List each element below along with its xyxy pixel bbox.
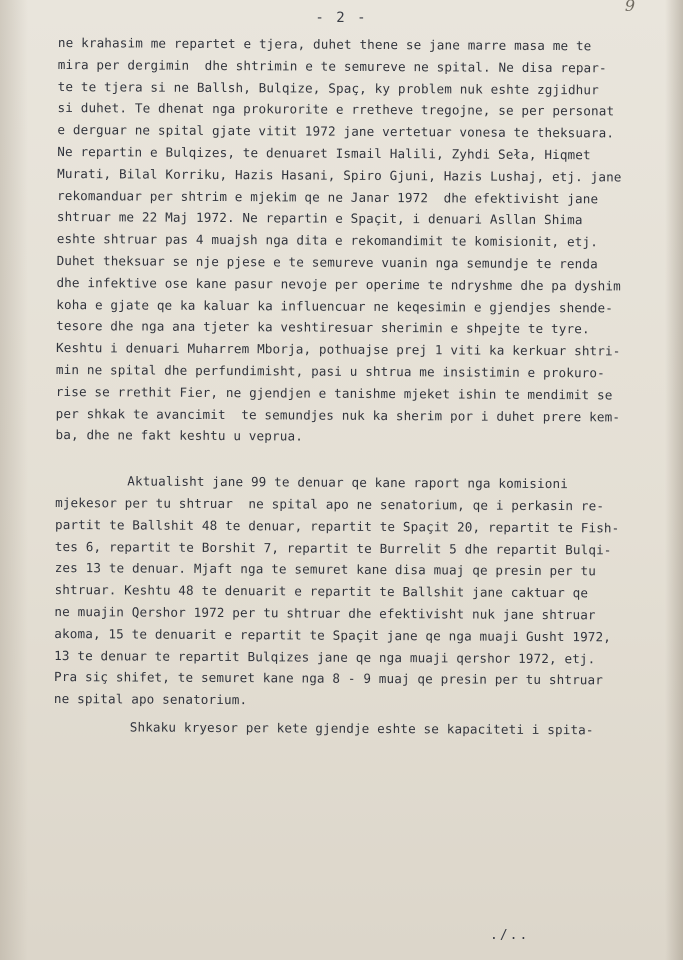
- text-line: 13 te denuar te repartit Bulqizes jane qe nga muaji qershor 1972, etj.: [54, 647, 596, 666]
- text-line: ba, dhe ne fakt keshtu u veprua.: [55, 427, 304, 444]
- text-line: ne krahasim me repartet e tjera, duhet thene se jane marre masa me te: [57, 34, 592, 54]
- page-number: - 2 -: [315, 10, 368, 26]
- text-line: rise se rrethit Fier, ne gjendjen e tanishme mjeket ishin te mendimit se: [55, 383, 613, 403]
- text-line: si duhet. Te dhenat nga prokurorite e rretheve tregojne, se per personat: [57, 100, 615, 119]
- continuation-mark: ./..: [490, 928, 530, 943]
- text-line: shtruar me 22 Maj 1972. Ne repartin e Spaçit, i denuari Asllan Shima: [56, 209, 583, 228]
- text-line: koha e gjate qe ka kaluar ka influencuar ne keqesimin e gjendjes shende-: [56, 296, 614, 315]
- text-line: ne spital apo senatorium.: [53, 691, 248, 708]
- text-line: rekomanduar per shtrim e mjekim qe ne Janar 1972 dhe efektivisht jane: [56, 187, 599, 206]
- text-line: Shkaku kryesor per kete gjendje eshte se kapaciteti i spita-: [129, 719, 594, 738]
- text-line: mira per dergimin dhe shtrimin e te semureve ne spital. Ne disa repar-: [57, 56, 607, 76]
- text-line: min ne spital dhe perfundimisht, pasi u shtrua me insistimin e prokuro-: [55, 361, 605, 381]
- text-line: tesore dhe nga ana tjeter ka veshtiresuar sherimin e shpejte te tyre.: [56, 318, 590, 337]
- text-line: te te tjera si ne Ballsh, Bulqize, Spaç, ky problem nuk eshte zgjidhur: [57, 78, 599, 97]
- text-line: dhe infektive ose kane pasur nevoje per operime te ndryshme dhe pa dyshim: [56, 274, 621, 294]
- text-line: per shkak te avancimit te semundjes nuk ka sherim por i duhet prere kem-: [55, 405, 621, 424]
- paragraph-gap: [55, 446, 655, 474]
- text-line: shtruar. Keshtu 48 te denuarit e repartit te Ballshit jane caktuar qe: [54, 582, 589, 601]
- text-line: Murati, Bilal Korriku, Hazis Hasani, Spiro Gjuni, Hazis Lushaj, etj. jane: [57, 165, 622, 185]
- page-shadow-left: [0, 0, 28, 960]
- document-body: [54, 32, 658, 741]
- text-line: akoma, 15 te denuarit e repartit te Spaçit jane qe nga muaji Gusht 1972,: [54, 625, 612, 645]
- text-line: Pra siç shifet, te semuret kane nga 8 - 9 muaj qe presin per tu shtruar: [54, 669, 604, 688]
- text-line: e derguar ne spital gjate vitit 1972 jane vertetuar vonesa te theksuara.: [57, 122, 615, 141]
- text-line: Ne repartin e Bulqizes, te denuaret Ismail Halili, Zyhdi Seła, Hiqmet: [57, 143, 591, 163]
- text-line: tes 6, repartit te Borshit 7, repartit te Burrelit 5 dhe repartit Bulqi-: [54, 538, 612, 557]
- text-line: Aktualisht jane 99 te denuar qe kane raport nga komisioni: [127, 473, 569, 492]
- text-line: zes 13 te denuar. Mjaft nga te semuret kane disa muaj qe presin per tu: [54, 560, 597, 579]
- text-line: partit te Ballshit 48 te denuar, repartit te Spaçit 20, repartit te Fish-: [54, 516, 620, 536]
- handwritten-corner-mark: 9: [624, 0, 635, 15]
- text-line: Duhet theksuar se nje pjese e te semureve vuanin nga semundje te renda: [56, 252, 598, 272]
- text-line: Keshtu i denuari Muharrem Mborja, pothuajse prej 1 viti ka kerkuar shtri-: [56, 340, 621, 359]
- page-shadow-right: [665, 0, 683, 960]
- text-line: eshte shtruar pas 4 muajsh nga dita e rekomandimit te komisionit, etj.: [56, 231, 599, 250]
- text-line: mjekesor per tu shtruar ne spital apo ne senatorium, qe i perkasin re-: [55, 494, 605, 514]
- text-line: ne muajin Qershor 1972 per tu shtruar dhe efektivisht nuk jane shtruar: [54, 603, 596, 623]
